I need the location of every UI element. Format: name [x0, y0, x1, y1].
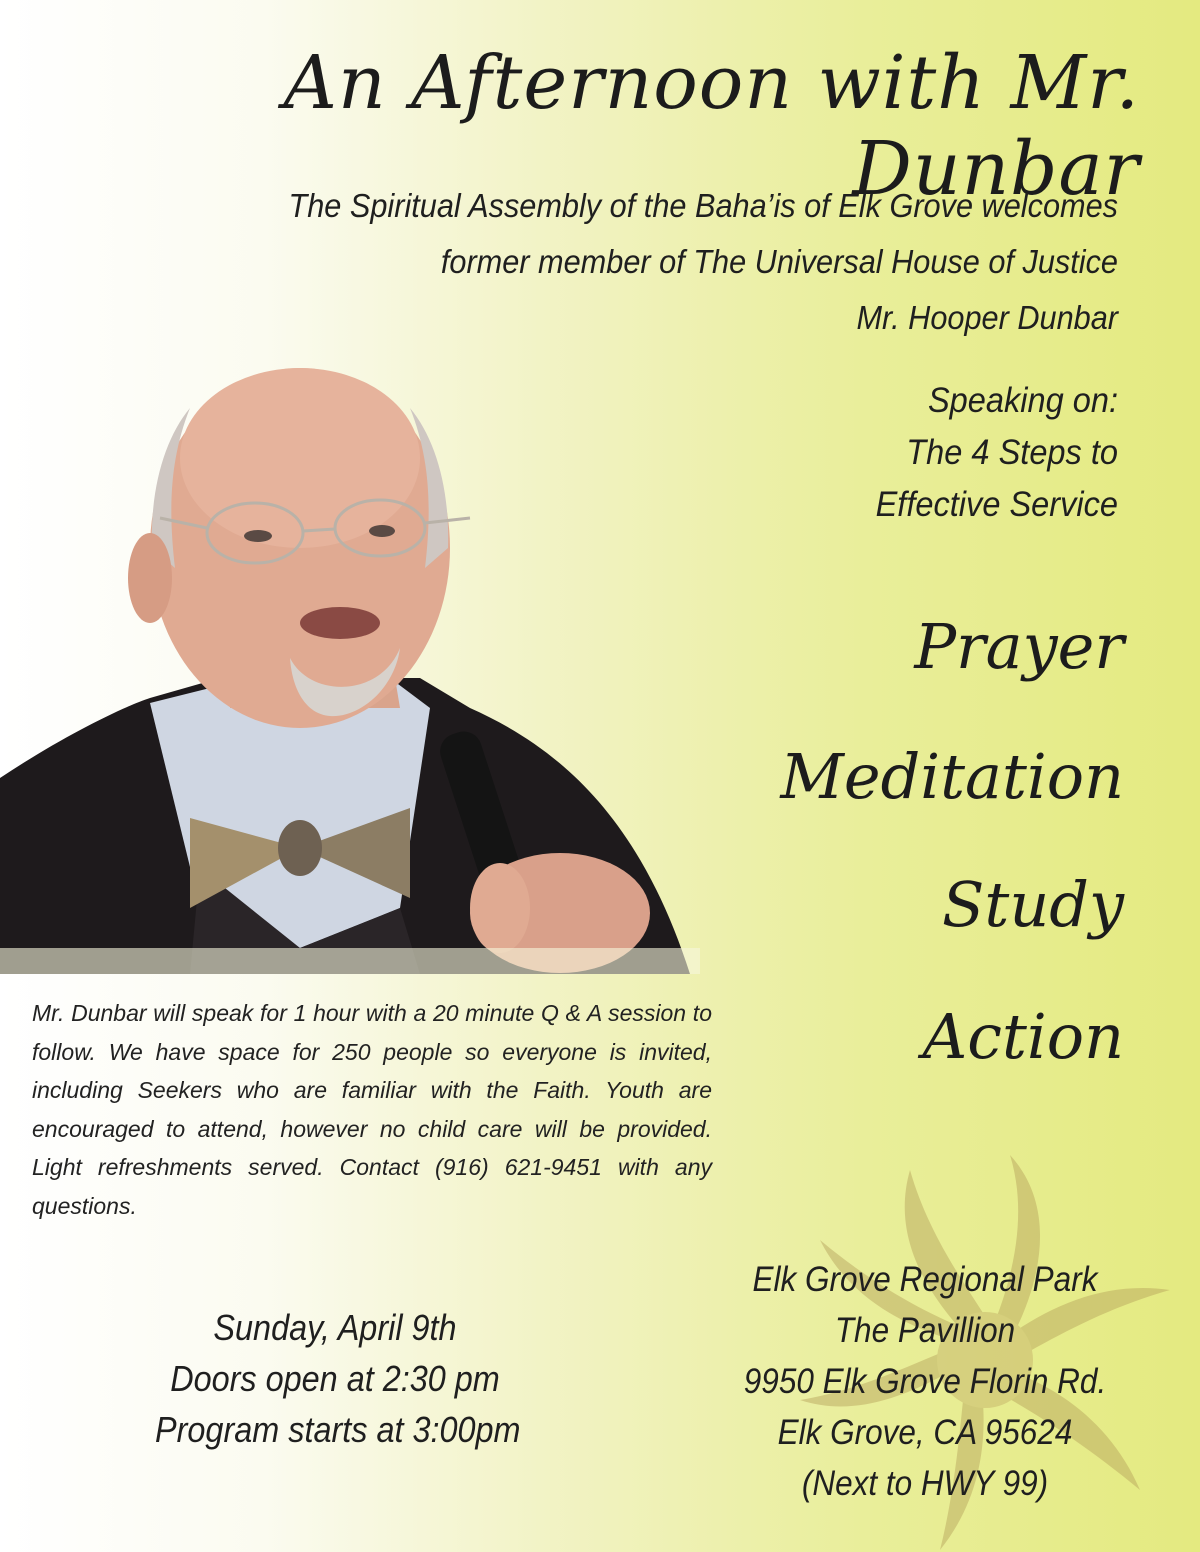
flyer-title: An Afternoon with Mr. Dunbar	[283, 40, 1140, 212]
talk-topic	[746, 375, 1118, 531]
intro-text	[188, 178, 1118, 346]
step-meditation: Meditation	[780, 740, 1124, 813]
doors-open-time: Doors open at 2:30 pm	[170, 1358, 500, 1399]
intro-line-3: Mr. Hooper Dunbar	[856, 299, 1118, 336]
venue-note: (Next to HWY 99)	[801, 1464, 1049, 1503]
event-details	[155, 1302, 521, 1455]
step-prayer: Prayer	[914, 610, 1124, 683]
venue-place: The Pavillion	[834, 1311, 1016, 1350]
topic-line-1: Speaking on:	[927, 381, 1118, 420]
program-start-time: Program starts at 3:00pm	[155, 1409, 521, 1450]
venue-address: 9950 Elk Grove Florin Rd.	[743, 1362, 1107, 1401]
intro-line-1: The Spiritual Assembly of the Baha’is of Elk Grove welcomes	[288, 187, 1118, 224]
venue-info	[727, 1254, 1123, 1509]
topic-line-3: Effective Service	[875, 485, 1118, 524]
event-date: Sunday, April 9th	[213, 1307, 457, 1348]
topic-line-2: The 4 Steps to	[906, 433, 1118, 472]
intro-line-2: former member of The Universal House of Justice	[440, 243, 1118, 280]
speaker-photo	[0, 348, 700, 974]
event-description: Mr. Dunbar will speak for 1 hour with a 20 minute Q & A session to follow. We have space for 250 people so everyone is invited, including Seekers who are familiar with the Faith. Youth are encouraged to attend, however no child care will be provided. Light refreshments served. Contact (916) 621-9451 with any questions.	[32, 1000, 712, 1219]
step-study: Study	[941, 868, 1124, 941]
venue-city: Elk Grove, CA 95624	[777, 1413, 1073, 1452]
venue-name: Elk Grove Regional Park	[752, 1260, 1098, 1299]
step-action: Action	[922, 1000, 1124, 1073]
